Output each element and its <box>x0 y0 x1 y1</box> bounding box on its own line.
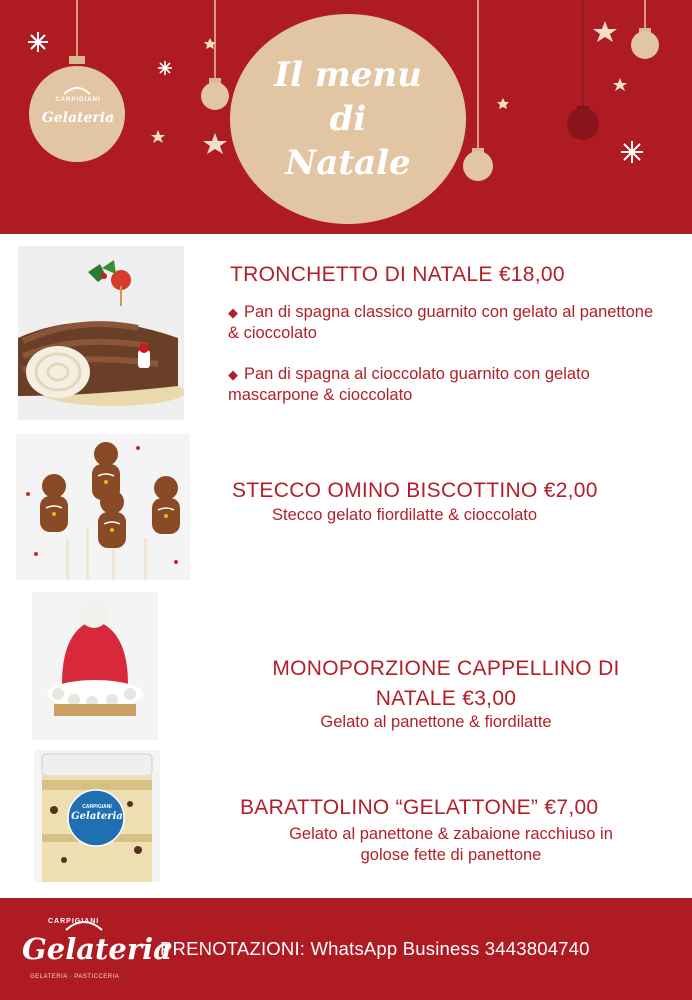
tronchetto-title: TRONCHETTO DI NATALE €18,00 <box>230 263 565 286</box>
jar-label-maker: CARPIGIANI <box>82 804 112 810</box>
header-logo-brand: Gelateria <box>41 110 115 126</box>
cappellino-title-line-2: NATALE €3,00 <box>375 687 517 710</box>
barattolino-title: BARATTOLINO “GELATTONE” €7,00 <box>240 796 599 819</box>
tronchetto-desc-1-text: Pan di spagna classico guarnito con gelato al panettone & cioccolato <box>228 303 654 342</box>
cappellino-title <box>236 656 656 712</box>
cappellino-title-line-1: MONOPORZIONE CAPPELLINO DI <box>272 657 620 680</box>
footer-logo-tagline: GELATERIA · PASTICCERIA <box>30 974 120 980</box>
snowflake-icon <box>158 61 172 75</box>
snowflake-icon <box>28 32 48 52</box>
diamond-bullet-icon: ◆ <box>228 367 238 382</box>
tronchetto-desc-2 <box>228 364 668 406</box>
header-banner <box>0 0 692 234</box>
cappellino-desc: Gelato al panettone & fiordilatte <box>320 713 552 731</box>
snowflake-icon <box>621 141 643 163</box>
footer-logo-maker: CARPIGIANI <box>48 918 100 925</box>
ornament-ball-icon <box>567 106 599 140</box>
menu-title-circle <box>230 14 466 224</box>
cappellino-image <box>32 592 158 740</box>
menu-title-line: Natale <box>285 143 411 183</box>
barattolino-desc-line-2: golose fette di panettone <box>360 846 542 864</box>
menu-title-line: Il menu <box>274 55 422 95</box>
header-logo-maker: CARPIGIANI <box>55 97 101 103</box>
ornament-ball-icon <box>201 78 229 110</box>
stecco-desc: Stecco gelato fiordilatte & cioccolato <box>272 506 538 524</box>
barattolino-desc-line-1: Gelato al panettone & zabaione racchiuso in <box>289 825 613 843</box>
tronchetto-image <box>18 246 184 420</box>
menu-title-line: di <box>329 99 367 139</box>
diamond-bullet-icon: ◆ <box>228 305 238 320</box>
footer-contact: PRENOTAZIONI: WhatsApp Business 3443804740 <box>160 938 590 959</box>
stecco-title: STECCO OMINO BISCOTTINO €2,00 <box>232 479 598 502</box>
tronchetto-desc-2-text: Pan di spagna al cioccolato guarnito con gelato mascarpone & cioccolato <box>228 365 590 404</box>
ornament-ball-icon <box>631 28 659 59</box>
jar-label-brand: Gelateria <box>71 811 123 822</box>
barattolino-image <box>34 750 160 882</box>
footer-bar <box>0 898 692 1000</box>
footer-logo-brand: Gelateria <box>22 932 172 966</box>
stecco-image <box>16 434 190 580</box>
barattolino-desc <box>236 824 666 866</box>
tronchetto-desc-1 <box>228 302 668 344</box>
ornament-ball-icon <box>463 148 493 181</box>
